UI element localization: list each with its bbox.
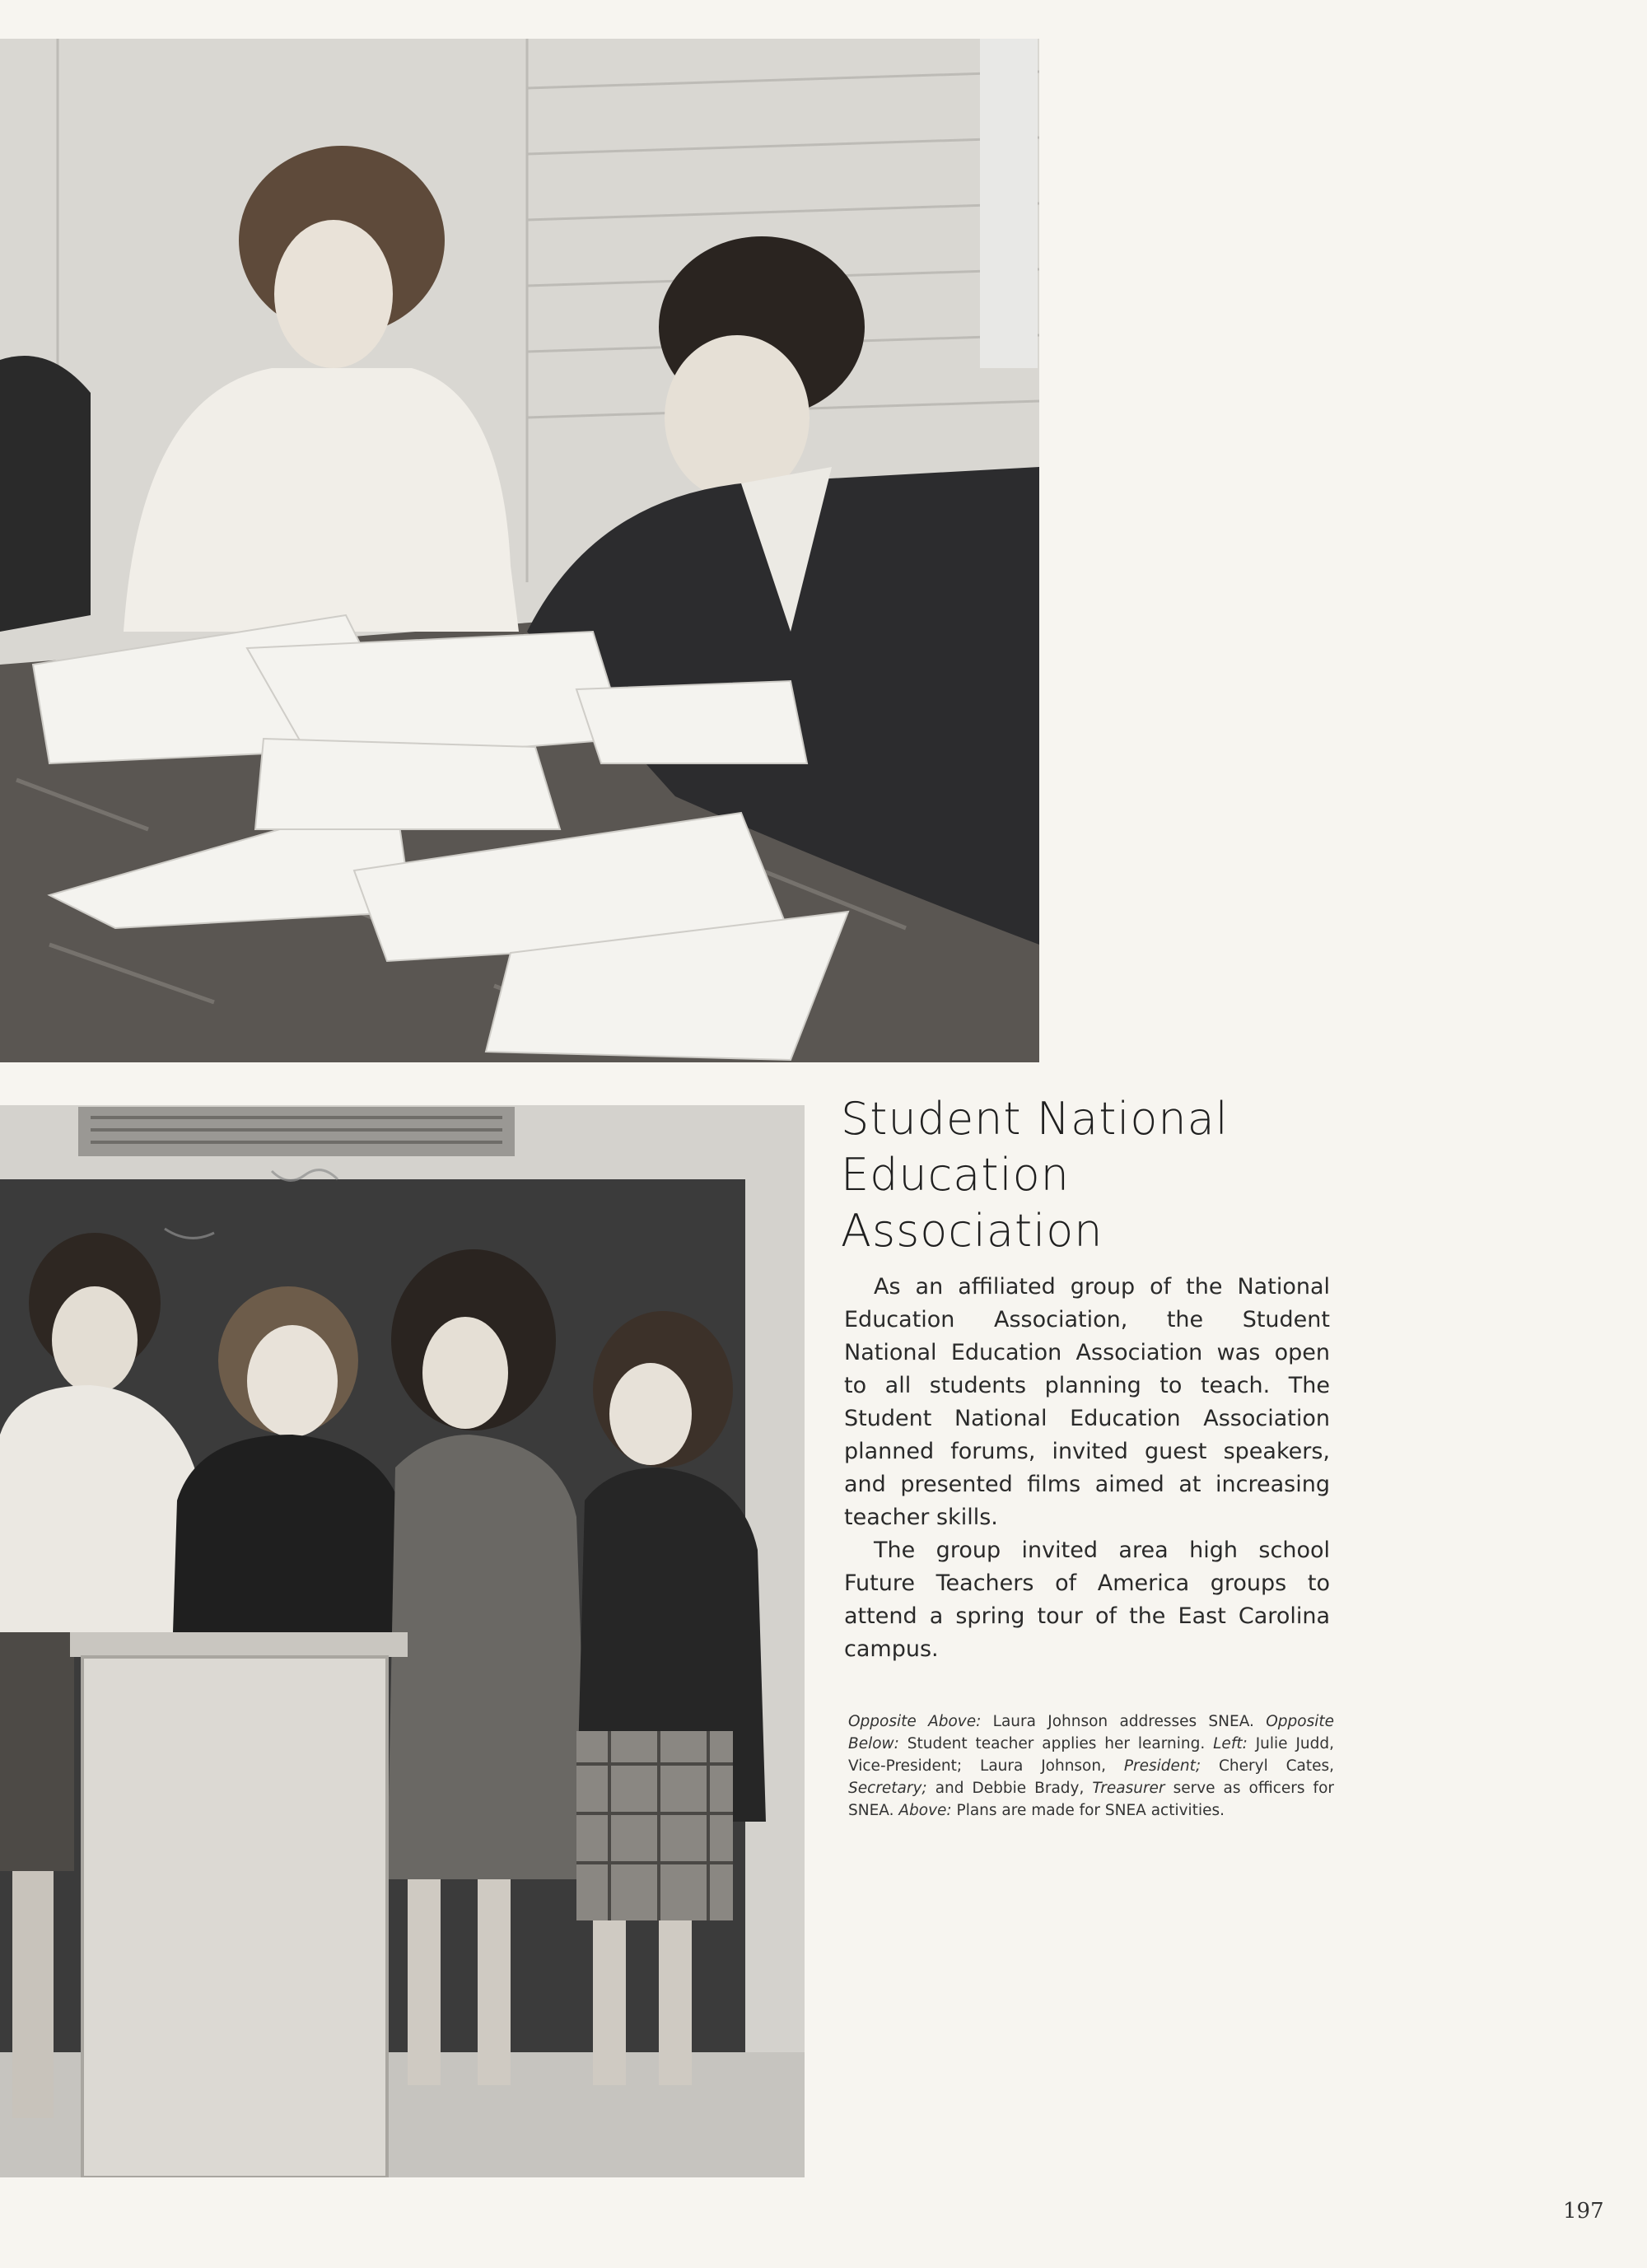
caption-label-opposite-above: Opposite Above: (848, 1713, 982, 1730)
caption-text-7: Plans are made for SNEA activities. (951, 1802, 1225, 1819)
article-heading (841, 1091, 1368, 1259)
caption-text-2: Student teacher applies her learning. (898, 1735, 1214, 1752)
heading-line-3: Association (841, 1205, 1103, 1257)
photo-caption (848, 1710, 1334, 1822)
heading-line-1: Student National (841, 1093, 1229, 1145)
caption-label-above: Above: (898, 1802, 952, 1819)
caption-text-5: and Debbie Brady, (926, 1780, 1093, 1797)
caption-text-6: serve as officers for SNEA. (848, 1780, 1334, 1819)
caption-text-1: Laura Johnson addresses SNEA. (981, 1713, 1267, 1730)
body-paragraph-2: The group invited area high school Future Teachers of America groups to attend a spring tour of the East Carolina campus. (844, 1538, 1330, 1662)
body-paragraph-1: As an affiliated group of the National Education Association, the Student National Education Association was open to all students planning to teach. The Student National Education Association planned forums, invited guest speakers, and presented films aimed at increasing teacher skills. (844, 1274, 1330, 1530)
article-body (844, 1271, 1330, 1666)
caption-label-treasurer: Treasurer (1092, 1780, 1165, 1797)
heading-line-2: Education (841, 1149, 1070, 1201)
caption-label-secretary: Secretary; (848, 1780, 927, 1797)
caption-label-president: President; (1123, 1757, 1201, 1775)
photo-officers-at-podium (0, 1105, 805, 2177)
photo-students-at-table (0, 39, 1039, 1062)
caption-text-4: Cheryl Cates, (1201, 1757, 1334, 1775)
caption-text-3: Julie Judd, Vice-President; Laura Johnson, (848, 1735, 1334, 1775)
caption-label-opposite-below: Opposite Below: (848, 1713, 1334, 1752)
caption-label-left: Left: (1213, 1735, 1248, 1752)
page-number: 197 (1563, 2199, 1604, 2224)
